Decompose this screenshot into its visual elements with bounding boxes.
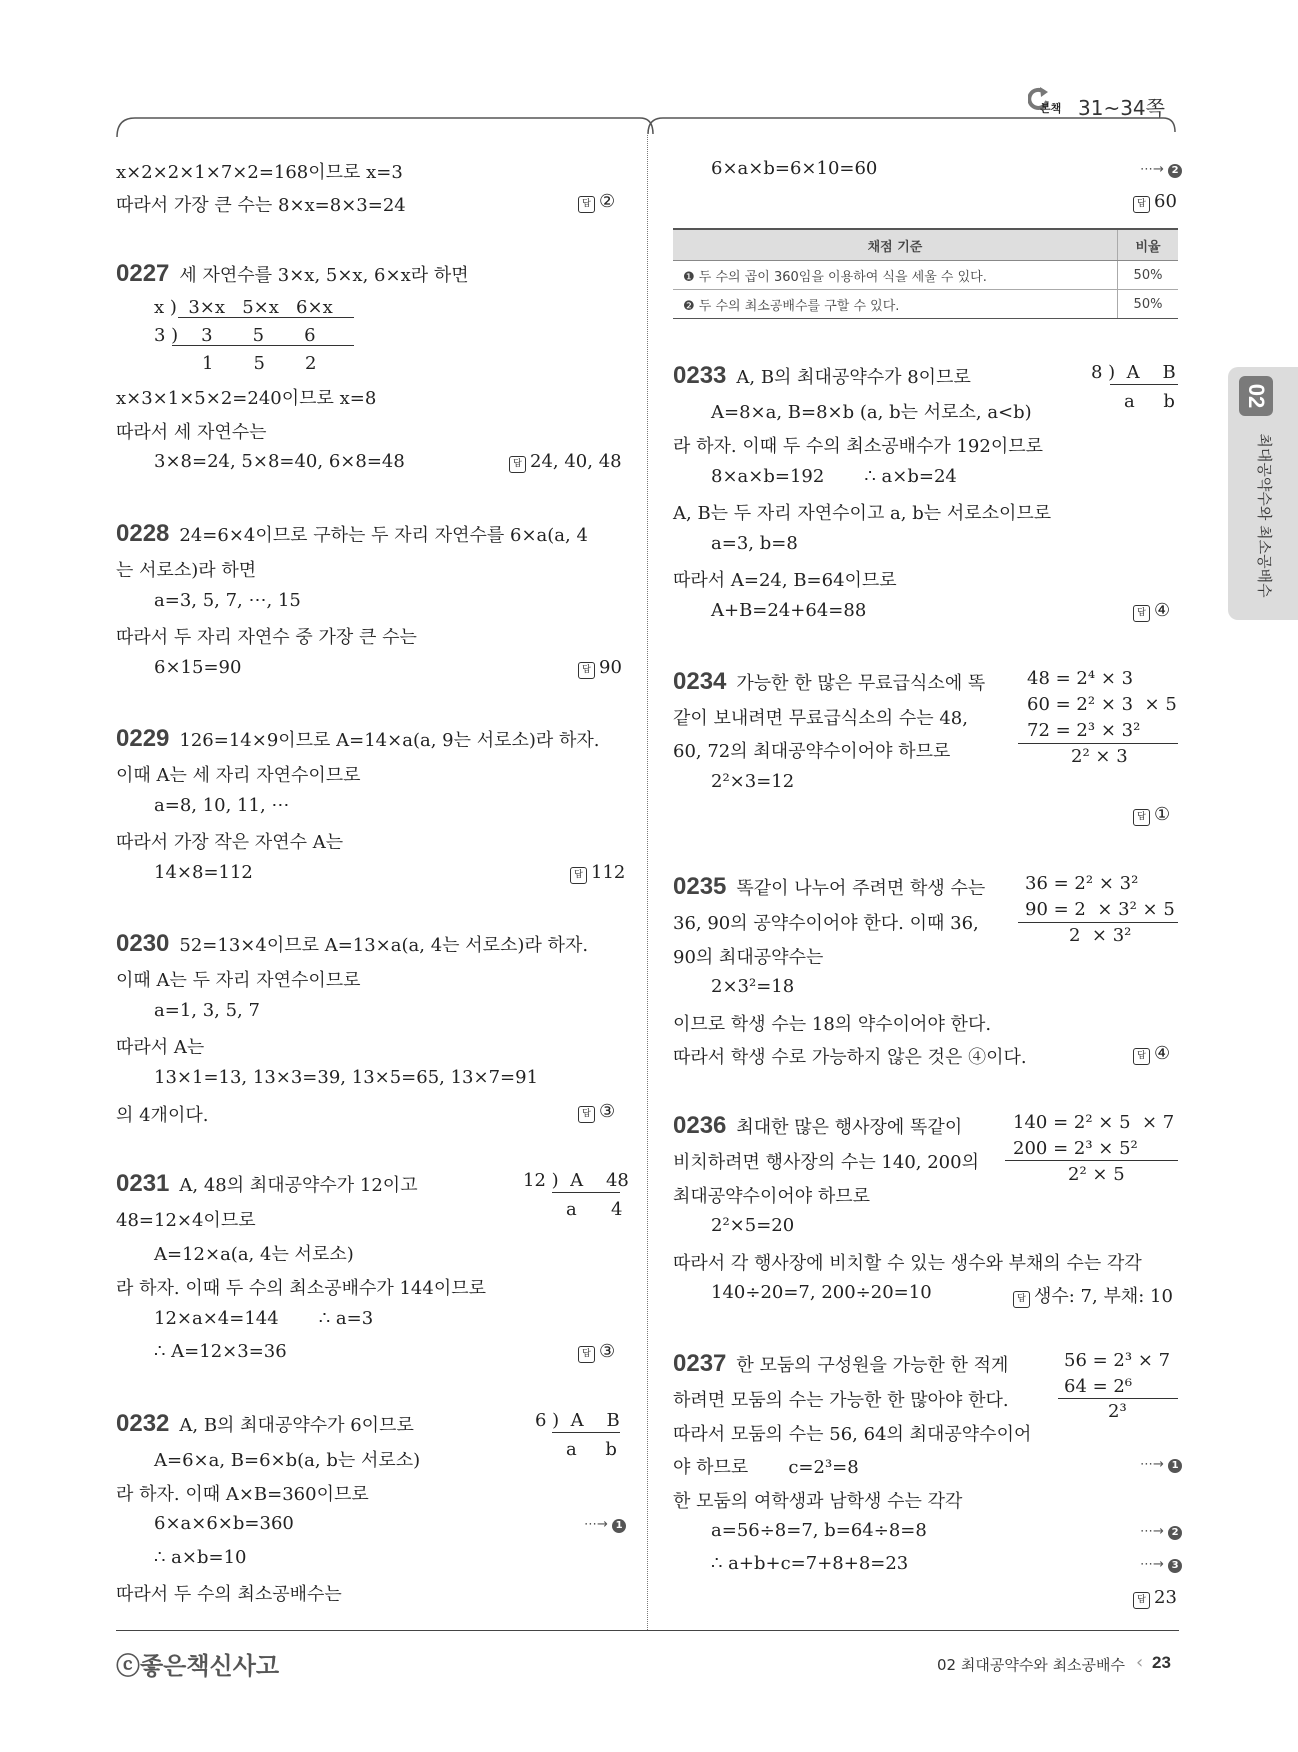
text-line: 2×3²=18 [711,976,795,997]
answer: 답 90 [578,657,622,679]
answer-icon: 답 [570,867,587,884]
text-line: 야 하므로 c=2³=8 [673,1457,859,1478]
text-line: 의 4개이다. [116,1105,209,1126]
factor-result: 2² × 5 [1068,1164,1125,1185]
text-line: 따라서 A는 [116,1037,205,1058]
chapter-number: 02 [1239,376,1273,416]
text-line: 8×a×b=192 ∴ a×b=24 [711,466,957,487]
division-row-1: 8 ) A B [1091,362,1176,383]
division-row-1: 12 ) A 48 [523,1170,629,1191]
answer: 답 23 [1133,1587,1177,1609]
division-row-1: 6 ) A B [535,1410,620,1431]
footer-rule [116,1630,1179,1631]
answer: 답 ④ [1133,600,1170,622]
answer: 답 24, 40, 48 [509,451,622,473]
header-pages: 31~34쪽 [1078,96,1165,120]
text-line: A=6×a, B=6×b(a, b는 서로소) [154,1450,421,1471]
page-number: 23 [1152,1653,1171,1672]
text-line: 같이 보내려면 무료급식소의 수는 48, [673,708,968,729]
division-line [1110,384,1178,385]
answer-icon: 답 [509,456,526,473]
step-marker: ⋯→ 1 [1140,1457,1182,1473]
text-line: 6×a×b=6×10=60 [711,158,878,179]
text-line: A=12×a(a, 4는 서로소) [154,1244,354,1265]
answer-icon: 답 [1013,1291,1030,1308]
answer-icon: 답 [1133,605,1150,622]
factor-row: 60 = 2² × 3 × 5 [1027,694,1177,715]
factor-line [1018,743,1178,744]
text-line: x×3×1×5×2=240이므로 x=8 [116,388,377,409]
answer-icon: 답 [1133,196,1150,213]
problem-0230: 0230 52=13×4이므로 A=13×a(a, 4는 서로소)라 하자. [116,930,589,957]
problem-0232: 0232 A, B의 최대공약수가 6이므로 [116,1410,414,1437]
publisher-logo: ⓒ좋은책신사고 [116,1652,280,1680]
factor-row: 140 = 2² × 5 × 7 [1013,1112,1175,1133]
text-line: 라 하자. 이때 A×B=360이므로 [116,1484,369,1505]
text-line: 이때 A는 세 자리 자연수이므로 [116,765,361,786]
text-line: 이므로 학생 수는 18의 약수이어야 한다. [673,1014,992,1035]
factor-result: 2 × 3² [1069,925,1132,946]
table-row: ❷ 두 수의 최소공배수를 구할 수 있다. 50% [673,290,1178,319]
factor-row: 56 = 2³ × 7 [1064,1350,1171,1371]
text-line: 2²×3=12 [711,771,795,792]
division-row-2: a 4 [566,1199,623,1220]
answer: 답 ③ [578,1341,615,1363]
grading-table [673,228,1178,319]
text-line: a=8, 10, 11, ⋯ [154,795,290,816]
text-line: a=56÷8=7, b=64÷8=8 [711,1520,927,1541]
division-line [552,1432,620,1433]
answer: 답 ④ [1133,1043,1170,1065]
text-line: 한 모둠의 여학생과 남학생 수는 각각 [673,1491,963,1512]
answer-icon: 답 [578,1346,595,1363]
left-line-1: x×2×2×1×7×2=168이므로 x=3 [116,162,403,183]
text-line: a=1, 3, 5, 7 [154,1000,260,1021]
text-line: 2²×5=20 [711,1215,795,1236]
text-line: 최대공약수이어야 하므로 [673,1186,870,1207]
answer: 답 ③ [578,1101,615,1123]
chevron-left-icon: ‹ [1136,1652,1144,1673]
text-line: 36, 90의 공약수이어야 한다. 이때 36, [673,913,979,934]
text-line: 따라서 A=24, B=64이므로 [673,570,897,591]
problem-0231: 0231 A, 48의 최대공약수가 12이고 [116,1170,418,1197]
problem-0234: 0234 가능한 한 많은 무료급식소에 똑 [673,668,986,695]
problem-0235: 0235 똑같이 나누어 주려면 학생 수는 [673,873,986,900]
problem-0237: 0237 한 모둠의 구성원을 가능한 한 적게 [673,1350,1009,1377]
division-row-1: x ) 3×x 5×x 6×x [154,297,333,318]
answer-icon: 답 [1133,809,1150,826]
table-row: ❶ 두 수의 곱이 360임을 이용하여 식을 세울 수 있다. 50% [673,261,1178,290]
text-line: 는 서로소)라 하면 [116,560,257,581]
text-line: ∴ a×b=10 [154,1547,247,1568]
text-line: 따라서 학생 수로 가능하지 않은 것은 ④이다. [673,1047,1027,1068]
problem-0233: 0233 A, B의 최대공약수가 8이므로 [673,362,971,389]
text-line: 6×15=90 [154,657,242,678]
text-line: 60, 72의 최대공약수이어야 하므로 [673,741,951,762]
text-line: 14×8=112 [154,862,253,883]
problem-0227: 0227 세 자연수를 3×x, 5×x, 6×x라 하면 [116,260,469,287]
text-line: ∴ a+b+c=7+8+8=23 [711,1553,909,1574]
factor-row: 90 = 2 × 3² × 5 [1025,899,1175,920]
problem-0229: 0229 126=14×9이므로 A=14×a(a, 9는 서로소)라 하자. [116,725,600,752]
text-line: A+B=24+64=88 [711,600,867,621]
division-row-3: 1 5 2 [202,353,317,374]
text-line: 따라서 세 자연수는 [116,422,267,443]
factor-row: 36 = 2² × 3² [1025,873,1139,894]
factor-line [1005,1160,1178,1161]
text-line: 13×1=13, 13×3=39, 13×5=65, 13×7=91 [154,1067,539,1088]
factor-result: 2² × 3 [1071,746,1128,767]
answer: 답 112 [570,862,625,884]
text-line: 하려면 모둠의 수는 가능한 한 많아야 한다. [673,1390,1009,1411]
problem-0228: 0228 24=6×4이므로 구하는 두 자리 자연수를 6×a(a, 4 [116,520,588,547]
factor-line [1058,1398,1178,1399]
text-line: 이때 A는 두 자리 자연수이므로 [116,970,361,991]
text-line: 3×8=24, 5×8=40, 6×8=48 [154,451,405,472]
chapter-side-tab [1228,367,1298,620]
answer-icon: 답 [578,662,595,679]
division-row-2: a b [566,1439,617,1460]
answer: 답 ① [1133,804,1170,826]
answer: 답 ② [578,191,615,213]
division-row-2: 3 ) 3 5 6 [154,325,316,346]
footer-chapter: 02 최대공약수와 최소공배수 [937,1656,1126,1674]
factor-row: 48 = 2⁴ × 3 [1027,668,1134,689]
text-line: 따라서 두 자리 자연수 중 가장 큰 수는 [116,627,417,648]
answer-icon: 답 [578,1106,595,1123]
text-line: 90의 최대공약수는 [673,947,824,968]
text-line: A=8×a, B=8×b (a, b는 서로소, a<b) [711,402,1032,423]
answer: 답 생수: 7, 부채: 10 [1013,1282,1173,1308]
factor-line [1018,922,1178,923]
text-line: 라 하자. 이때 두 수의 최소공배수가 144이므로 [116,1278,487,1299]
text-line: 140÷20=7, 200÷20=10 [711,1282,932,1303]
text-line: 따라서 모둠의 수는 56, 64의 최대공약수이어 [673,1424,1032,1445]
text-line: 따라서 가장 작은 자연수 A는 [116,832,344,853]
division-line [178,317,354,318]
text-line: 따라서 두 수의 최소공배수는 [116,1584,342,1605]
chapter-title: 최대공약수와 최소공배수 [1255,433,1274,598]
header-badge: 본책 [1040,102,1062,115]
factor-row: 64 = 2⁶ [1064,1376,1133,1397]
left-line-2: 따라서 가장 큰 수는 8×x=8×3=24 [116,195,406,216]
text-line: ∴ A=12×3=36 [154,1341,287,1362]
text-line: 비치하려면 행사장의 수는 140, 200의 [673,1152,979,1173]
text-line: 12×a×4=144 ∴ a=3 [154,1308,374,1329]
text-line: a=3, 5, 7, ⋯, 15 [154,590,301,611]
text-line: 48=12×4이므로 [116,1210,256,1231]
division-row-2: a b [1124,391,1175,412]
text-line: a=3, b=8 [711,533,798,554]
answer-icon: 답 [1133,1048,1150,1065]
factor-result: 2³ [1108,1401,1127,1422]
grading-header-criteria: 채점 기준 [673,229,1118,261]
division-line [172,345,354,346]
answer: 답 60 [1133,191,1177,213]
column-divider [647,135,648,1630]
step-marker: ⋯→ 2 [1140,1524,1182,1540]
factor-row: 72 = 2³ × 3² [1027,720,1141,741]
answer-icon: 답 [1133,1592,1150,1609]
answer-icon: 답 [578,196,595,213]
grading-header-rate: 비율 [1118,229,1179,261]
problem-0236: 0236 최대한 많은 행사장에 똑같이 [673,1112,963,1139]
step-marker: ⋯→ 2 [1140,162,1182,178]
text-line: 따라서 각 행사장에 비치할 수 있는 생수와 부채의 수는 각각 [673,1253,1142,1274]
step-marker: ⋯→ 3 [1140,1557,1182,1573]
division-line [552,1192,620,1193]
text-line: 6×a×6×b=360 [154,1513,294,1534]
factor-row: 200 = 2³ × 5² [1013,1138,1138,1159]
text-line: 라 하자. 이때 두 수의 최소공배수가 192이므로 [673,436,1044,457]
text-line: A, B는 두 자리 자연수이고 a, b는 서로소이므로 [673,503,1052,524]
step-marker: ⋯→ 1 [584,1517,626,1533]
